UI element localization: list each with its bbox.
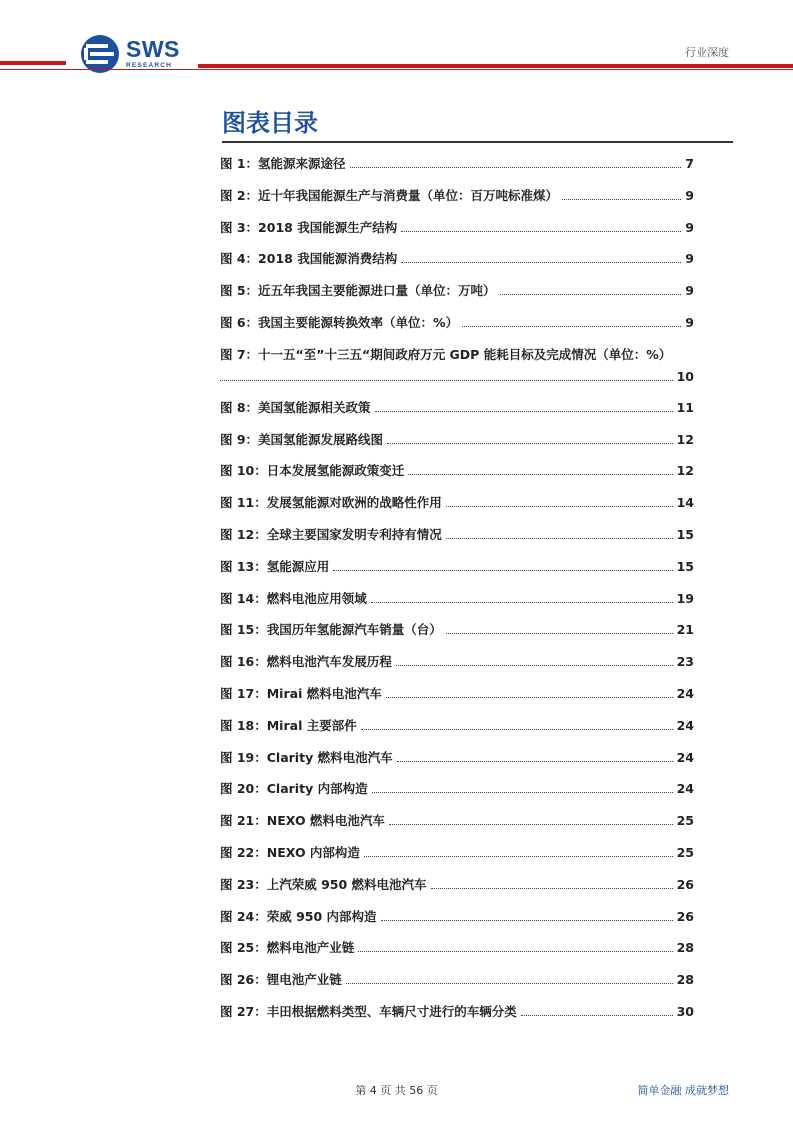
toc-entry[interactable] xyxy=(220,398,694,430)
toc-entry-label: 图 12：全球主要国家发明专利持有情况 xyxy=(220,526,442,542)
toc-leader-dots xyxy=(500,294,682,295)
toc-entry-label: 图 26：锂电池产业链 xyxy=(220,972,342,988)
toc-entry[interactable] xyxy=(220,779,694,811)
toc-entry-label: 图 6：我国主要能源转换效率（单位：%） xyxy=(220,314,459,330)
toc-entry-page: 26 xyxy=(676,908,694,924)
toc-leader-dots xyxy=(386,697,673,698)
toc-entry-label: 图 1：氢能源来源途径 xyxy=(220,156,346,171)
table-of-figures xyxy=(220,154,694,1034)
toc-entry-label: 图 8：美国氢能源相关政策 xyxy=(220,399,371,415)
toc-entry[interactable] xyxy=(220,557,694,589)
toc-entry-label: 图 20：Clarity 内部构造 xyxy=(220,781,368,797)
toc-leader-dots xyxy=(521,1015,673,1016)
toc-leader-dots xyxy=(350,167,682,168)
toc-leader-dots xyxy=(371,602,673,603)
toc-leader-dots xyxy=(220,380,673,381)
toc-entry-page: 7 xyxy=(685,156,694,171)
toc-entry[interactable] xyxy=(220,218,694,250)
footer-slogan: 简单金融 成就梦想 xyxy=(637,1084,729,1097)
toc-entry[interactable] xyxy=(220,875,694,907)
toc-entry-page: 15 xyxy=(676,558,694,574)
toc-entry-page: 21 xyxy=(676,622,694,638)
toc-entry[interactable] xyxy=(220,938,694,970)
toc-entry-page: 28 xyxy=(676,940,694,956)
toc-leader-dots xyxy=(333,570,672,571)
toc-entry-page: 23 xyxy=(676,654,694,670)
toc-entry-label: 图 10：日本发展氢能源政策变迁 xyxy=(220,463,405,479)
toc-entry[interactable] xyxy=(220,313,694,345)
toc-entry[interactable] xyxy=(220,249,694,281)
toc-entry[interactable] xyxy=(220,525,694,557)
toc-entry-page: 11 xyxy=(676,399,694,415)
toc-leader-dots xyxy=(346,983,673,984)
toc-entry-label: 图 13：氢能源应用 xyxy=(220,558,330,574)
toc-entry-page: 12 xyxy=(676,463,694,479)
page-number: 第 4 页 共 56 页 xyxy=(355,1084,438,1097)
toc-entry-label: 图 2：近十年我国能源生产与消费量（单位：百万吨标准煤） xyxy=(220,187,559,203)
toc-leader-dots xyxy=(431,888,673,889)
toc-entry-label: 图 14：燃料电池应用领域 xyxy=(220,590,367,606)
toc-entry-label: 图 21：NEXO 燃料电池汽车 xyxy=(220,813,385,829)
toc-leader-dots xyxy=(387,443,673,444)
header-rule-left xyxy=(0,61,66,65)
toc-entry-page: 9 xyxy=(685,314,694,330)
toc-entry-page: 9 xyxy=(685,283,694,299)
toc-entry[interactable] xyxy=(220,461,694,493)
toc-leader-dots xyxy=(562,199,681,200)
toc-leader-dots xyxy=(462,326,681,327)
toc-entry-page: 24 xyxy=(676,717,694,733)
toc-entry-label: 图 9：美国氢能源发展路线图 xyxy=(220,431,384,447)
toc-entry[interactable] xyxy=(220,154,694,186)
toc-entry-label: 图 25：燃料电池产业链 xyxy=(220,940,355,956)
toc-leader-dots xyxy=(389,824,673,825)
toc-leader-dots xyxy=(446,538,673,539)
toc-entry-label: 图 4：2018 我国能源消费结构 xyxy=(220,251,398,267)
logo-mark-icon xyxy=(80,34,120,74)
toc-entry-page: 12 xyxy=(676,431,694,447)
toc-entry[interactable] xyxy=(220,186,694,218)
toc-entry-label: 图 11：发展氢能源对欧洲的战略性作用 xyxy=(220,495,442,511)
toc-leader-dots xyxy=(396,665,673,666)
toc-leader-dots xyxy=(446,506,673,507)
toc-leader-dots xyxy=(375,411,673,412)
toc-leader-dots xyxy=(408,474,672,475)
header-rule-thin xyxy=(0,69,793,70)
toc-entry-page: 14 xyxy=(676,495,694,511)
toc-entry[interactable] xyxy=(220,620,694,652)
toc-leader-dots xyxy=(364,856,673,857)
toc-entry[interactable] xyxy=(220,748,694,780)
toc-entry-page: 30 xyxy=(676,1003,694,1019)
toc-entry[interactable] xyxy=(220,684,694,716)
toc-entry[interactable] xyxy=(220,907,694,939)
toc-entry-page: 25 xyxy=(676,813,694,829)
toc-entry[interactable] xyxy=(220,1002,694,1034)
toc-entry-page: 19 xyxy=(676,590,694,606)
toc-entry[interactable] xyxy=(220,430,694,462)
toc-entry-label: 图 23：上汽荣威 950 燃料电池汽车 xyxy=(220,876,427,892)
toc-entry-page: 9 xyxy=(685,251,694,267)
toc-entry-page: 9 xyxy=(685,219,694,235)
toc-entry-label: 图 19：Clarity 燃料电池汽车 xyxy=(220,749,393,765)
toc-leader-dots xyxy=(446,633,673,634)
toc-entry-label: 图 16：燃料电池汽车发展历程 xyxy=(220,654,392,670)
toc-leader-dots xyxy=(361,729,673,730)
toc-entry-page: 28 xyxy=(676,972,694,988)
toc-entry-page: 24 xyxy=(676,781,694,797)
toc-entry[interactable] xyxy=(220,970,694,1002)
toc-leader-dots xyxy=(401,262,681,263)
toc-leader-dots xyxy=(381,920,673,921)
toc-leader-dots xyxy=(401,231,681,232)
toc-entry[interactable] xyxy=(220,345,694,398)
toc-entry-label: 图 27：丰田根据燃料类型、车辆尺寸进行的车辆分类 xyxy=(220,1003,517,1019)
toc-entry-page: 15 xyxy=(676,526,694,542)
logo-text: SWS xyxy=(126,36,180,63)
toc-entry-page: 25 xyxy=(676,844,694,860)
toc-entry-page: 10 xyxy=(676,368,694,384)
toc-entry-label: 图 7：十一五“至”十三五“期间政府万元 GDP 能耗目标及完成情况（单位：%） xyxy=(220,346,672,362)
page-title: 图表目录 xyxy=(222,109,318,137)
report-type-label: 行业深度 xyxy=(685,46,729,59)
company-logo xyxy=(80,34,180,74)
toc-entry-page: 26 xyxy=(676,876,694,892)
header-rule-right xyxy=(198,64,793,68)
title-divider xyxy=(222,141,733,143)
toc-entry[interactable] xyxy=(220,281,694,313)
toc-entry-page: 9 xyxy=(685,187,694,203)
toc-entry-label: 图 3：2018 我国能源生产结构 xyxy=(220,219,398,235)
toc-entry-page: 24 xyxy=(676,749,694,765)
toc-leader-dots xyxy=(397,761,673,762)
toc-entry-label: 图 15：我国历年氢能源汽车销量（台） xyxy=(220,622,442,638)
toc-entry[interactable] xyxy=(220,716,694,748)
toc-entry-label: 图 5：近五年我国主要能源进口量（单位：万吨） xyxy=(220,283,496,299)
toc-entry[interactable] xyxy=(220,843,694,875)
toc-entry-label: 图 22：NEXO 内部构造 xyxy=(220,844,360,860)
toc-entry-label: 图 17：Mirai 燃料电池汽车 xyxy=(220,685,382,701)
toc-entry-label: 图 24：荣威 950 内部构造 xyxy=(220,908,377,924)
toc-entry-label: 图 18：Miral 主要部件 xyxy=(220,717,357,733)
toc-entry[interactable] xyxy=(220,493,694,525)
toc-leader-dots xyxy=(372,792,673,793)
toc-leader-dots xyxy=(358,951,672,952)
toc-entry-page: 24 xyxy=(676,685,694,701)
toc-entry[interactable] xyxy=(220,652,694,684)
logo-subtext: RESEARCH xyxy=(126,62,173,70)
toc-entry[interactable] xyxy=(220,811,694,843)
toc-entry[interactable] xyxy=(220,589,694,621)
